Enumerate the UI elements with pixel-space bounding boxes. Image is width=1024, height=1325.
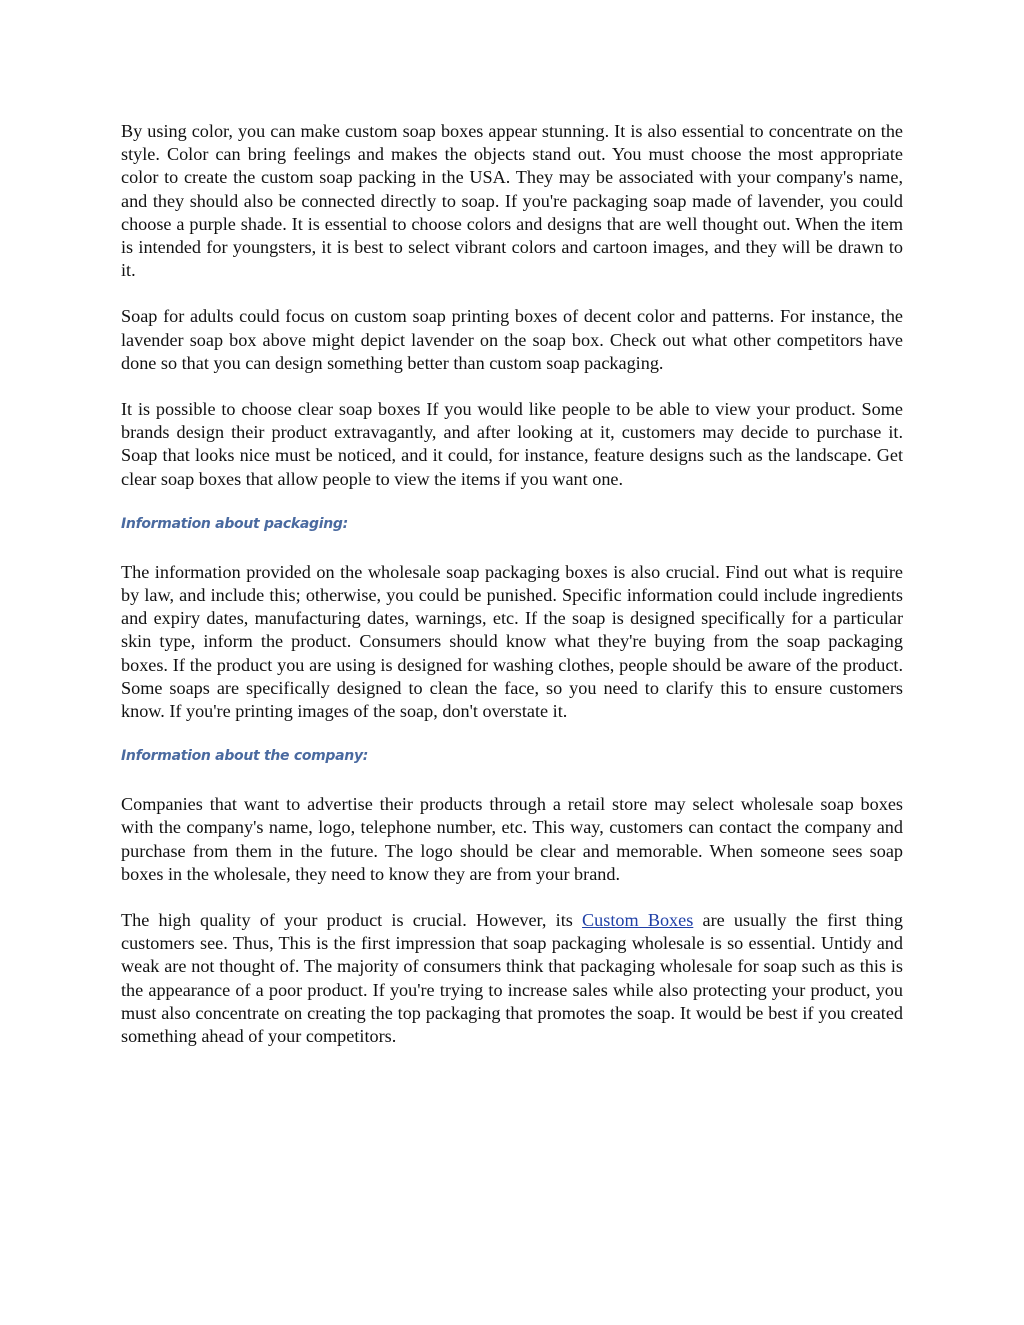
heading-company-information: Information about the company: (121, 748, 369, 765)
text-after-link: are usually the first thing customers see. Thus, This is the first impression that soap packaging wholesale is so essential. Untidy and weak are not thought of. The majority of consumers think that packaging wholesale for soap such as this is the appearance of a poor product. If you're trying to increase sales while also protecting your product, you must also concentrate on creating the top packaging that promotes the soap. It would be best if you created something ahead of your competitors. (121, 910, 903, 1047)
paragraph-clear-boxes: It is possible to choose clear soap boxes If you would like people to be able to view your product. Some brands design their product extravagantly, and after looking at it, customers may decide to purchase it. Soap that looks nice must be noticed, and it could, for instance, feature designs such as the landscape. Get clear soap boxes that allow people to view the items if you want one. (121, 399, 903, 489)
paragraph-packaging-information: The information provided on the wholesale soap packaging boxes is also crucial. Find out what is require by law, and include this; otherwise, you could be punished. Specific information could include ingredients and expiry dates, manufacturing dates, warnings, etc. If the soap is designed specifically for a particular skin type, inform the product. Consumers should know what they're buying from the soap packaging boxes. If the product you are using is designed for washing clothes, people should be aware of the product. Some soaps are specifically designed to clean the face, so you need to clarify this to ensure customers know. If you're printing images of the soap, don't overstate it. (121, 561, 903, 722)
text-before-link: The high quality of your product is crucial. However, its (121, 910, 583, 931)
custom-boxes-link[interactable]: Custom Boxes (582, 910, 694, 931)
paragraph-company-information: Companies that want to advertise their products through a retail store may select wholesale soap boxes with the company's name, logo, telephone number, etc. This way, customers can contact the company and purchase from them in the future. The logo should be clear and memorable. When someone sees soap boxes in the wholesale, they need to know they are from your brand. (121, 794, 903, 884)
paragraph-adult-soap: Soap for adults could focus on custom soap printing boxes of decent color and patterns. For instance, the lavender soap box above might depict lavender on the soap box. Check out what other competitors have done so that you can design something better than custom soap packaging. (121, 306, 903, 373)
heading-packaging-information: Information about packaging: (121, 515, 348, 532)
paragraph-color-styling: By using color, you can make custom soap boxes appear stunning. It is also essential to concentrate on the style. Color can bring feelings and makes the objects stand out. You must choose the most appropriate color to create the custom soap packing in the USA. They may be associated with your company's name, and they should also be connected directly to soap. If you're packaging soap made of lavender, you could choose a purple shade. It is essential to choose colors and designs that are well thought out. When the item is intended for youngsters, it is best to select vibrant colors and cartoon images, and they will be drawn to it. (121, 121, 903, 281)
paragraph-product-quality (121, 909, 903, 1048)
document-page (121, 120, 903, 1071)
